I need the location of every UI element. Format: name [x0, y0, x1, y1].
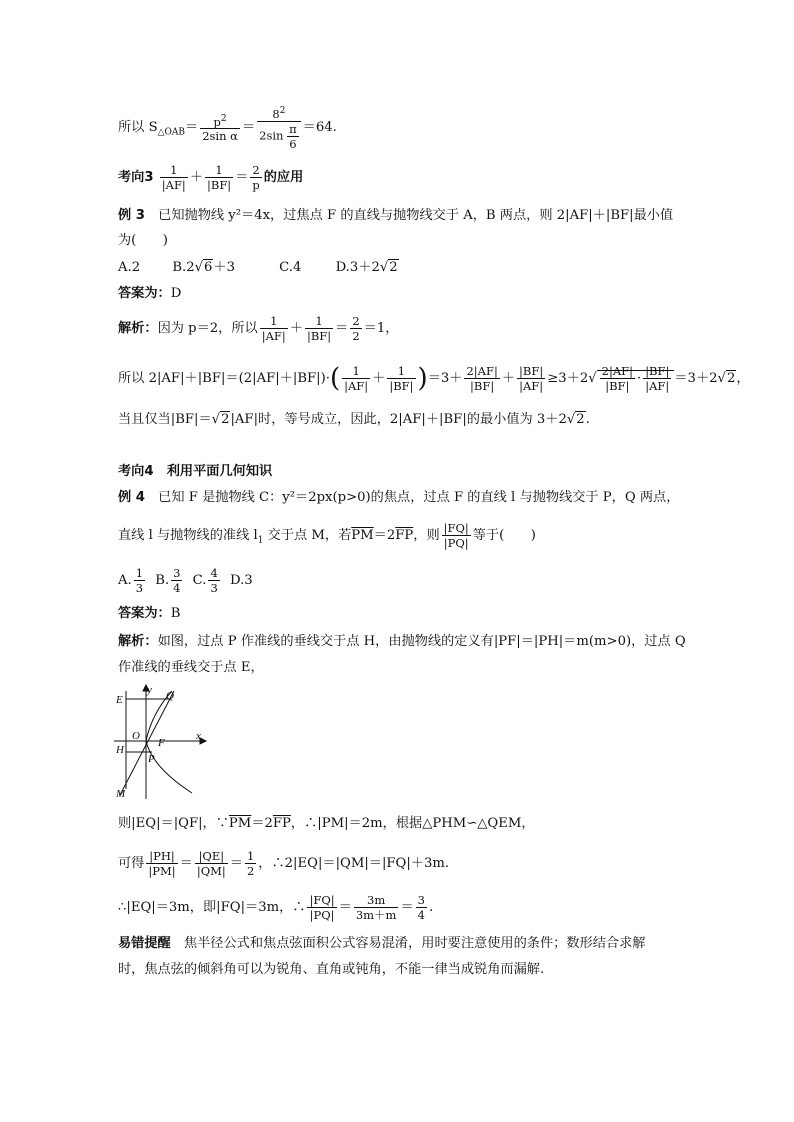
option-b: B.2√6＋3 [172, 260, 235, 275]
fraction-2-over-p: $\frac{2}{p}$ [252, 163, 260, 192]
solution-4-line-2: 作准线的垂线交于点 E， [118, 660, 264, 675]
frac: $\frac{|BF|}{|AF|}$ [519, 364, 544, 393]
fraction-1-over-bf: $\frac{1}{|BF|}$ [207, 163, 232, 192]
section-label: 考向4 [118, 464, 154, 479]
tip-text: 焦半径公式和焦点弦面积公式容易混淆，用时要注意使用的条件；数形结合求解 [183, 936, 646, 951]
tip-line-1 [118, 935, 646, 953]
solution-3-line-1: 解析：因为 p＝2，所以 $\frac{1}{|AF|}$ ＋ $\frac{1}{|BF|}$ ＝ $\frac{2}{2}$ ＝1， [118, 314, 399, 343]
answer-label: 答案为： [118, 606, 171, 621]
option-a: A.2 [118, 260, 141, 275]
option-c: C.4 [279, 260, 302, 275]
frac: $\frac{3m}{3m+m}$ [355, 893, 397, 922]
section-heading-tail: 的应用 [263, 170, 304, 185]
frac: $\frac{|FQ|}{|PQ|}$ [443, 521, 469, 550]
frac: $\frac{1}{|BF|}$ [306, 314, 332, 343]
solution-text: 如图，过点 P 作准线的垂线交于点 H，由抛物线的定义有|PF|＝|PH|＝m(m>0)，过点 Q [157, 634, 686, 649]
example-text: 已知 F 是抛物线 C：y²＝2px(p>0)的焦点，过点 F 的直线 l 与抛物线交于 P，Q 两点， [158, 490, 680, 505]
solution-4-line-1 [118, 633, 686, 651]
frac: $\frac{2|AF|}{|BF|}$ [466, 364, 498, 393]
fraction-p2-over-2sin: $\frac{p^2}{\text{2sin α}}$ [202, 113, 238, 144]
solution-4-line-4: 可得 $\frac{|PH|}{|PM|}$ ＝ $\frac{|QE|}{|QM|}$ ＝ $\frac{1}{2}$ ，∴2|EQ|＝|QM|＝|FQ|＋3m. [118, 849, 450, 878]
answer-3 [118, 285, 181, 303]
focal-line [120, 691, 174, 795]
example-label: 例 4 [118, 490, 145, 505]
example-4 [118, 489, 679, 507]
option-a: A. $\frac{1}{3}$ [118, 566, 144, 595]
solution-label: 解析： [118, 321, 158, 336]
frac: $\frac{1}{|AF|}$ [344, 364, 369, 393]
answer-label: 答案为： [118, 286, 171, 301]
label-x: x [196, 730, 201, 742]
frac: $\frac{2}{2}$ [352, 314, 360, 343]
section-heading-4 [118, 463, 272, 481]
label-o: O [132, 730, 140, 742]
frac: $\frac{2|AF|}{|BF|}$ [601, 364, 633, 393]
frac: $\frac{|QE|}{|QM|}$ [196, 849, 226, 878]
solution-label: 解析： [118, 634, 158, 649]
frac: $\frac{|BF|}{|AF|}$ [645, 364, 670, 393]
example-4-cont: 直线 l 与抛物线的准线 $l_1$ 交于点 M，若$\overline{PM}=2\overline{FP}$，则 $\frac{|FQ|}{|PQ|}$ 等于( ) [118, 521, 536, 550]
label-q: Q [166, 690, 174, 702]
frac: $\frac{1}{2}$ [246, 849, 255, 878]
frac: $\frac{3}{4}$ [417, 893, 425, 922]
option-d: D.3＋2√2 [335, 260, 398, 275]
label-h: H [116, 744, 124, 756]
option-b: B. $\frac{3}{4}$ [155, 566, 181, 595]
fraction-82-over-2sin-pi6: $8^2$ 2sin $\frac{\pi}{6}$ [257, 104, 301, 151]
label-y: y [147, 684, 152, 696]
solution-3-line-3: 当且仅当|BF|＝√2|AF|时，等号成立，因此，2|AF|＋|BF|的最小值为 3＋2√2. [118, 412, 590, 427]
tip-label: 易错提醒 [118, 936, 171, 951]
solution-3-line-2: 所以 2|AF|＋|BF|＝(2|AF|＋|BF|)·( $\frac{1}{|AF|}$ ＋ $\frac{1}{|BF|}$ )＝3＋ $\frac{2|AF|}{|BF|}$ ＋ $\frac{|BF|}{|AF|}$ ≥3＋2√ $\frac{2|AF|}{|BF|}$ · $\frac{|BF|}{|AF|}$ ＝3＋2√2， [118, 363, 750, 394]
options-3 [118, 259, 399, 277]
tip-line-2: 时，焦点弦的倾斜角可以为锐角、直角或钝角，不能一律当成锐角而漏解. [118, 962, 545, 977]
example-label: 例 3 [118, 208, 145, 223]
parabola-curve [146, 691, 192, 793]
label-e: E [116, 694, 123, 706]
area-formula-prefix: 所以 $S_{\triangle OAB}=$ [118, 119, 199, 138]
label-m: M [116, 788, 126, 800]
label-p: P [148, 753, 155, 765]
parabola-figure [112, 683, 222, 801]
area-formula-line: 所以 $S_{\triangle OAB}=$ $\frac{p^2}{\text{2sin α}}$ ＝ $8^2$ 2sin $\frac{\pi}{6}$ ＝64. [118, 106, 337, 151]
section-label: 考向3 [118, 170, 154, 185]
example-text: 已知抛物线 y²＝4x，过焦点 F 的直线与抛物线交于 A，B 两点，则 2|AF|＋|BF|最小值 [158, 208, 674, 223]
option-d: D.3 [230, 573, 253, 588]
label-f: F [158, 737, 165, 749]
frac: $\frac{|PH|}{|PM|}$ [148, 849, 176, 878]
section-heading-3: 考向3 $\frac{1}{|AF|}$ ＋ $\frac{1}{|BF|}$ ＝ $\frac{2}{p}$ 的应用 [118, 163, 304, 192]
fraction-1-over-af: $\frac{1}{|AF|}$ [161, 163, 186, 192]
example-3 [118, 207, 673, 225]
frac: $\frac{1}{|AF|}$ [261, 314, 286, 343]
option-c: C. $\frac{4}{3}$ [192, 566, 218, 595]
example-3-cont: 为( ) [118, 233, 168, 248]
solution-4-line-5: ∴|EQ|＝3m，即|FQ|＝3m，∴ $\frac{|FQ|}{|PQ|}$ ＝ $\frac{3m}{3m+m}$ ＝ $\frac{3}{4}$ . [118, 893, 434, 922]
section-title: 利用平面几何知识 [166, 464, 273, 479]
answer-value: B [170, 606, 181, 621]
solution-4-line-3: 则|EQ|＝|QF|，$\because\overline{PM}=2\overline{FP}$，∴|PM|＝2m，根据△PHM∽△QEM， [118, 816, 535, 831]
frac: $\frac{1}{|BF|}$ [389, 364, 414, 393]
x-axis-arrow [200, 738, 206, 744]
answer-value: D [170, 286, 182, 301]
answer-4 [118, 605, 180, 623]
frac: $\frac{|FQ|}{|PQ|}$ [309, 893, 335, 922]
options-4 [118, 566, 253, 595]
